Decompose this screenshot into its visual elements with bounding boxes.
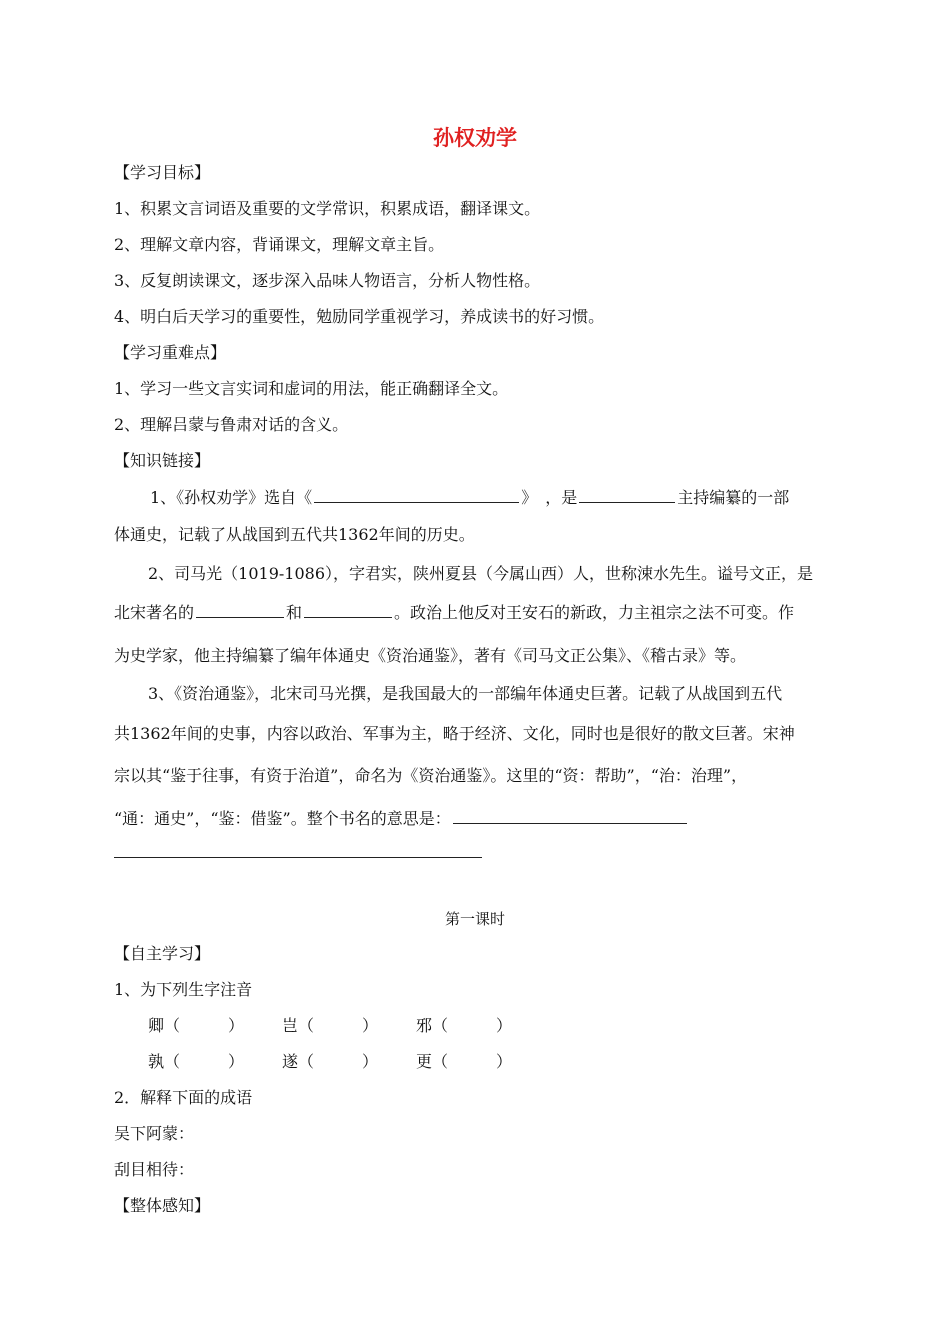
goal-item: 1、积累文言词语及重要的文学常识，积累成语，翻译课文。 xyxy=(114,199,541,218)
link3-text-d: “通：通史”，“鉴：借鉴”。整个书名的意思是： xyxy=(114,809,451,828)
key-heading: 【学习重难点】 xyxy=(114,343,227,362)
role-blank-2[interactable] xyxy=(304,601,392,618)
link3-line3: 宗以其“鉴于往事，有资于治道”，命名为《资治通鉴》。这里的“资：帮助”，“治：治理”， xyxy=(114,766,748,785)
goal-item: 4、明白后天学习的重要性，勉励同学重视学习，养成读书的好习惯。 xyxy=(114,307,605,326)
editor-blank[interactable] xyxy=(579,486,675,503)
idiom-item: 刮目相待： xyxy=(114,1160,195,1179)
pinyin-item[interactable]: 岂（ ） xyxy=(282,1016,379,1035)
link3-line1: 3、《资治通鉴》，北宋司马光撰，是我国最大的一部编年体通史巨著。记载了从战国到五代 xyxy=(148,684,783,703)
idiom-item: 吴下阿蒙： xyxy=(114,1124,195,1143)
link2-line2 xyxy=(114,601,794,624)
question-2: 2．解释下面的成语 xyxy=(114,1088,253,1107)
goals-heading: 【学习目标】 xyxy=(114,163,211,182)
title-meaning-blank[interactable] xyxy=(453,807,687,824)
goal-item: 3、反复朗读课文，逐步深入品味人物语言，分析人物性格。 xyxy=(114,271,541,290)
goal-item: 2、理解文章内容，背诵课文，理解文章主旨。 xyxy=(114,235,445,254)
link2-line3: 为史学家，他主持编纂了编年体通史《资治通鉴》，著有《司马文正公集》、《稽古录》等。 xyxy=(114,646,747,665)
link1-line2: 体通史，记载了从战国到五代共1362年间的历史。 xyxy=(114,525,475,544)
link3-line4 xyxy=(114,807,689,830)
link1-text-a: 1、《孙权劝学》选自《 xyxy=(150,488,313,507)
link2-text-d: 。政治上他反对王安石的新政，力主祖宗之法不可变。作 xyxy=(394,603,795,622)
link1-text-c: 主持编纂的一部 xyxy=(677,488,790,507)
answer-line[interactable] xyxy=(114,857,482,858)
self-study-heading: 【自主学习】 xyxy=(114,944,211,963)
lesson-heading: 第一课时 xyxy=(444,910,505,928)
question-1: 1、为下列生字注音 xyxy=(114,980,253,999)
pinyin-item[interactable]: 邪（ ） xyxy=(416,1016,513,1035)
overall-heading: 【整体感知】 xyxy=(114,1196,211,1215)
page-title: 孙权劝学 xyxy=(433,126,517,150)
book-name-blank[interactable] xyxy=(314,486,519,503)
key-item: 1、学习一些文言实词和虚词的用法，能正确翻译全文。 xyxy=(114,379,509,398)
link2-text-b: 北宋著名的 xyxy=(114,603,195,622)
pinyin-item[interactable]: 孰（ ） xyxy=(148,1052,245,1071)
link1-line xyxy=(150,486,789,509)
link-heading: 【知识链接】 xyxy=(114,451,211,470)
link2-line1: 2、司马光（1019-1086），字君实，陕州夏县（今属山西）人，世称涑水先生。谥号文正，是 xyxy=(148,564,814,583)
link3-line2: 共1362年间的史事，内容以政治、军事为主，略于经济、文化，同时也是很好的散文巨著。宋神 xyxy=(114,724,795,743)
link1-text-b: 》 ，是 xyxy=(521,488,578,507)
pinyin-item[interactable]: 卿（ ） xyxy=(148,1016,245,1035)
key-item: 2、理解吕蒙与鲁肃对话的含义。 xyxy=(114,415,349,434)
pinyin-item[interactable]: 更（ ） xyxy=(416,1052,513,1071)
role-blank-1[interactable] xyxy=(196,601,284,618)
link2-text-c: 和 xyxy=(286,603,303,622)
pinyin-item[interactable]: 遂（ ） xyxy=(282,1052,379,1071)
